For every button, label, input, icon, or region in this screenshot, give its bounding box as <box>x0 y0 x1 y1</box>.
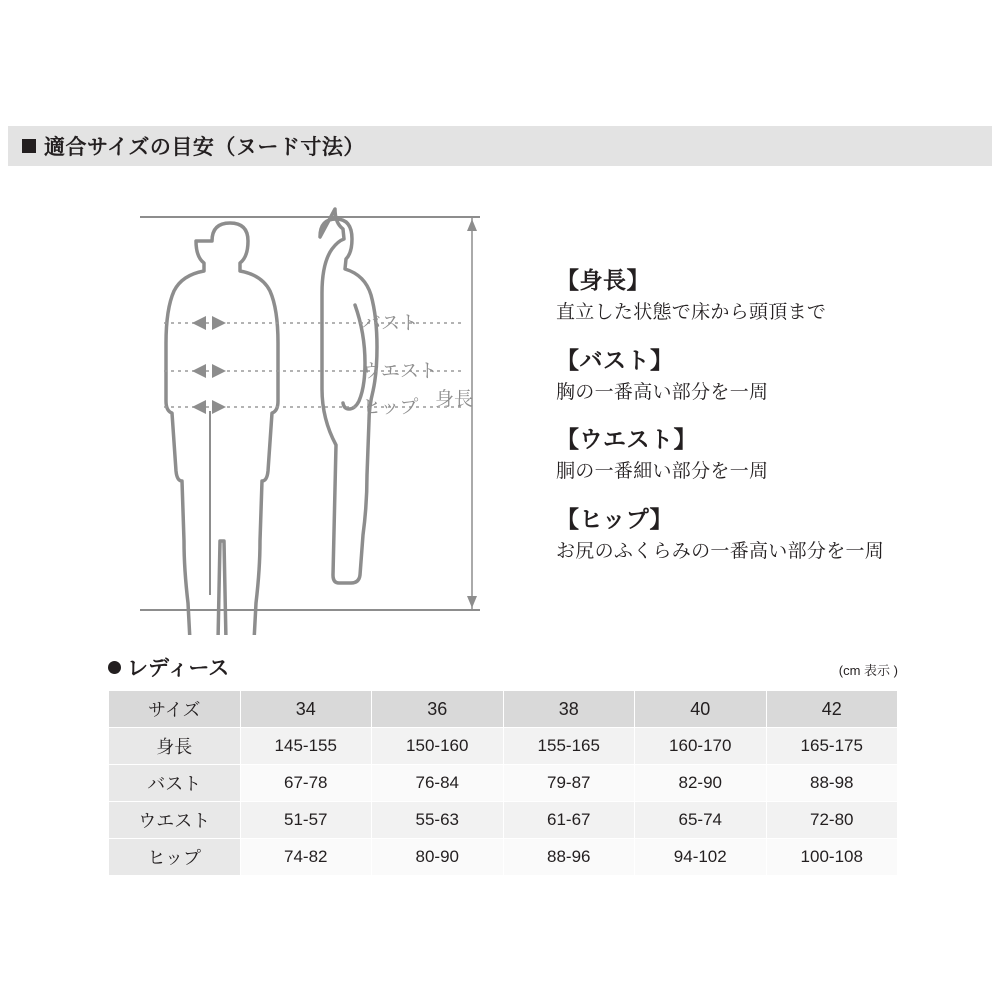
definition-description: 胴の一番細い部分を一周 <box>556 461 769 483</box>
column-header-40: 40 <box>635 691 767 728</box>
table-row <box>109 839 898 876</box>
definition-term: 【バスト】 <box>556 346 674 373</box>
definition-item-hip <box>556 504 986 566</box>
cell-waist-34: 51-57 <box>240 802 372 839</box>
cell-bust-40: 82-90 <box>635 765 767 802</box>
size-table-section <box>108 652 898 876</box>
table-heading-row <box>108 652 898 682</box>
table-header-row <box>109 691 898 728</box>
cell-bust-42: 88-98 <box>766 765 898 802</box>
table-row <box>109 802 898 839</box>
page-title: 適合サイズの目安（ヌード寸法） <box>44 136 365 159</box>
definition-term: 【ヒップ】 <box>556 505 674 532</box>
label-waist: ウエスト <box>362 361 439 382</box>
column-header-36: 36 <box>372 691 504 728</box>
cell-waist-36: 55-63 <box>372 802 504 839</box>
cell-bust-36: 76-84 <box>372 765 504 802</box>
table-row <box>109 765 898 802</box>
definitions-list <box>556 265 986 584</box>
cell-waist-38: 61-67 <box>503 802 635 839</box>
row-header-waist: ウエスト <box>109 802 241 839</box>
row-header-hip: ヒップ <box>109 839 241 876</box>
body-measurement-illustration <box>110 195 550 635</box>
definition-description: 直立した状態で床から頭頂まで <box>556 302 827 324</box>
dot-bullet-icon <box>108 661 121 674</box>
cell-hip-38: 88-96 <box>503 839 635 876</box>
definition-term: 【ウエスト】 <box>556 426 697 453</box>
cell-hip-34: 74-82 <box>240 839 372 876</box>
cell-hip-40: 94-102 <box>635 839 767 876</box>
size-table <box>108 690 898 876</box>
unit-note: (cm 表示 ) <box>838 663 898 678</box>
definition-description: お尻のふくらみの一番高い部分を一周 <box>556 540 885 562</box>
row-header-height: 身長 <box>109 728 241 765</box>
definition-description: 胸の一番高い部分を一周 <box>556 381 769 403</box>
column-header-42: 42 <box>766 691 898 728</box>
cell-height-36: 150-160 <box>372 728 504 765</box>
cell-bust-34: 67-78 <box>240 765 372 802</box>
row-header-bust: バスト <box>109 765 241 802</box>
cell-hip-42: 100-108 <box>766 839 898 876</box>
definition-term: 【身長】 <box>556 267 650 293</box>
column-header-size: サイズ <box>109 691 241 728</box>
cell-height-42: 165-175 <box>766 728 898 765</box>
definition-item-bust <box>556 345 986 407</box>
table-heading-label: レディース <box>127 657 230 680</box>
cell-bust-38: 79-87 <box>503 765 635 802</box>
column-header-34: 34 <box>240 691 372 728</box>
table-row <box>109 728 898 765</box>
cell-height-40: 160-170 <box>635 728 767 765</box>
cell-hip-36: 80-90 <box>372 839 504 876</box>
label-hip: ヒップ <box>362 397 419 418</box>
label-height: 身長 <box>435 389 474 410</box>
definition-item-height <box>556 265 986 327</box>
cell-height-38: 155-165 <box>503 728 635 765</box>
definition-item-waist <box>556 424 986 486</box>
cell-height-34: 145-155 <box>240 728 372 765</box>
cell-waist-42: 72-80 <box>766 802 898 839</box>
cell-waist-40: 65-74 <box>635 802 767 839</box>
column-header-38: 38 <box>503 691 635 728</box>
label-bust: バスト <box>362 313 420 334</box>
table-heading <box>108 652 229 682</box>
square-bullet-icon <box>22 139 36 153</box>
section-header-bar <box>8 126 992 166</box>
